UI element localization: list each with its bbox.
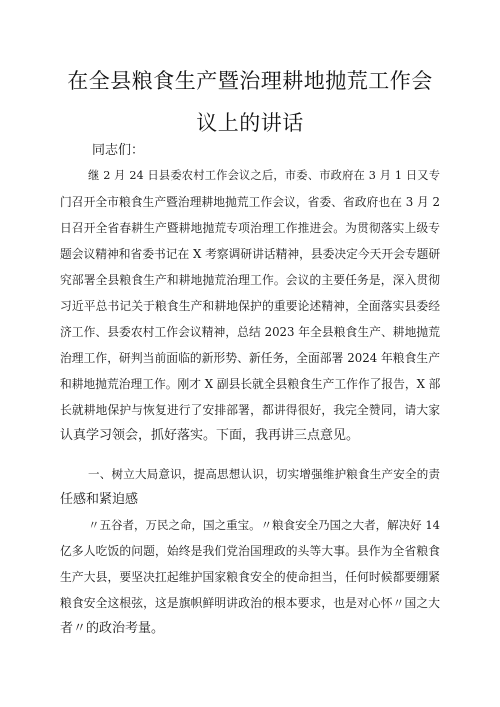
section-heading-line: 一、树立大局意识，提高思想认识，切实增强维护粮食生产安全的责 — [88, 467, 440, 481]
paragraph-line: 门召开全市粮食生产暨治理耕地抛荒工作会议，省委、省政府也在 3 月 2 — [60, 195, 440, 209]
paragraph-line: 济工作、县委农村工作会议精神，总结 2023 年全县粮食生产、耕地抛荒 — [60, 325, 440, 339]
document-title-line-1: 在全县粮食生产暨治理耕地抛荒工作会 — [67, 69, 433, 93]
paragraph-line: 治理工作，研判当前面临的新形势、新任务，全面部署 2024 年粮食生产 — [60, 351, 440, 365]
paragraph-3 — [60, 512, 440, 642]
paragraph-line: 习近平总书记关于粮食生产和耕地保护的重要论述精神，全面落实县委经 — [60, 299, 440, 313]
document-title-line-2: 议上的讲话 — [196, 111, 304, 135]
salutation: 同志们： — [92, 143, 145, 158]
paragraph-line: 题会议精神和省委书记在 X 考察调研讲话精神，县委决定今天开会专题研 — [60, 247, 441, 261]
section-heading-line: 任感和紧迫感 — [60, 492, 139, 507]
paragraph-line: 者〃的政治考量。 — [60, 621, 165, 636]
paragraph-line: 认真学习领会，抓好落实。下面，我再讲三点意见。 — [60, 428, 360, 443]
paragraph-line: 粮食安全这根弦，这是旗帜鲜明讲政治的根本要求，也是对心怀〃国之大 — [60, 596, 440, 610]
paragraph-1 — [60, 163, 440, 449]
paragraph-line: 长就耕地保护与恢复进行了安排部署，都讲得很好，我完全赞同，请大家 — [60, 403, 440, 417]
paragraph-line: 日召开全省春耕生产暨耕地抛荒专项治理工作推进会。为贯彻落实上级专 — [60, 221, 440, 235]
paragraph-line: 生产大县，要坚决扛起维护国家粮食安全的使命担当，任何时候都要绷紧 — [60, 570, 440, 584]
paragraph-line: 和耕地抛荒治理工作。刚才 X 副县长就全县粮食生产工作作了报告，X 部 — [60, 377, 441, 391]
paragraph-line: 亿多人吃饭的问题，始终是我们党治国理政的头等大事。县作为全省粮食 — [60, 544, 440, 558]
section-heading-1 — [60, 461, 440, 513]
paragraph-line: 继 2 月 24 日县委农村工作会议之后，市委、市政府在 3 月 1 日又专 — [88, 169, 440, 182]
paragraph-line: 究部署全县粮食生产和耕地抛荒治理工作。会议的主要任务是，深入贯彻 — [60, 273, 440, 287]
paragraph-line: 〃五谷者，万民之命，国之重宝。〃粮食安全乃国之大者，解决好 14 — [88, 518, 440, 532]
